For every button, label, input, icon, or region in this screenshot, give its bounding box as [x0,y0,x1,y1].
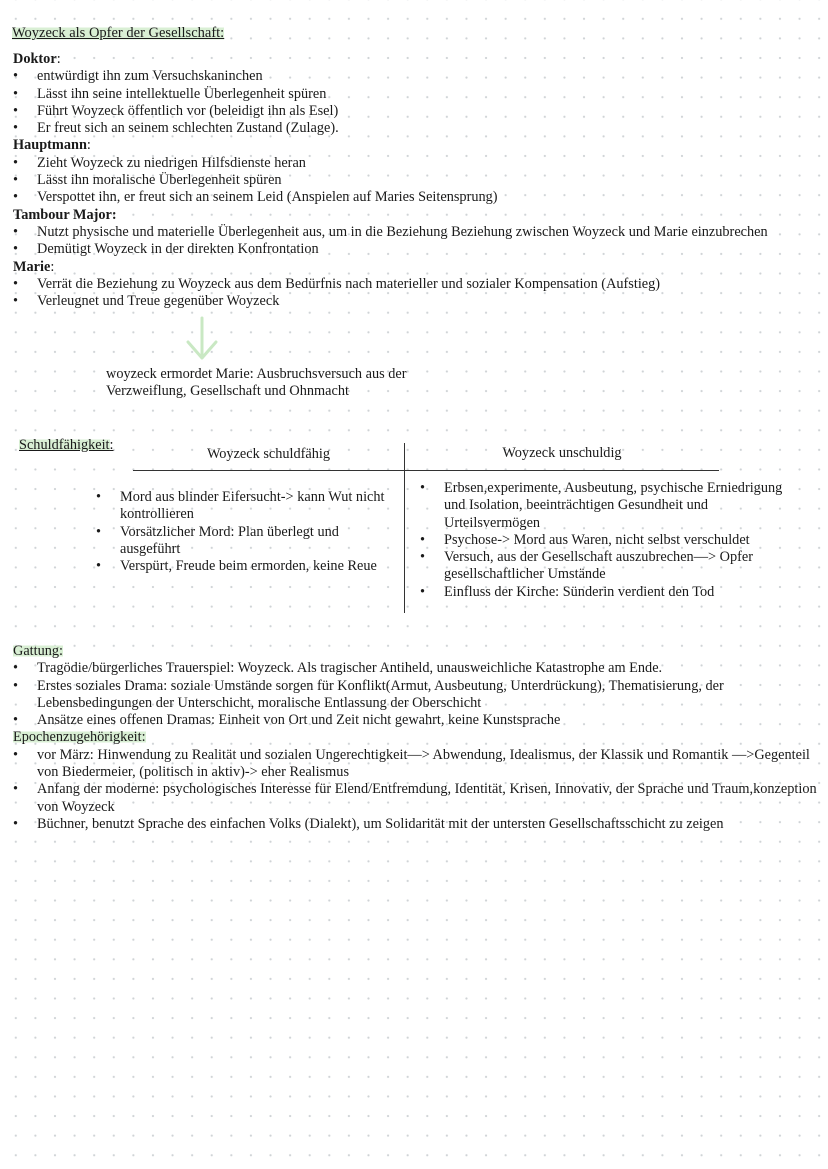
list-item: • Verspürt, Freude beim ermorden, keine Reue [96,558,401,575]
list-item: • Vorsätzlicher Mord: Plan überlegt und ausgeführt [96,524,401,559]
schuldfaehig-column [96,489,401,575]
gattung-list [13,660,825,729]
schuld-label [19,437,114,454]
list-item: • Zieht Woyzeck zu niedrigen Hilfsdienste heran [13,155,825,172]
marie-heading: Marie [13,258,51,275]
list-item: • Anfang der moderne: psychologisches Interesse für Elend/Entfremdung, Identität, Krisen, Innovativ, der Sprache und Traum,konzeption von Woyzeck [13,781,825,816]
list-item: • Erbsen,experimente, Ausbeutung, psychische Erniedrigung und Isolation, beeinträchtigen Gesundheit und Urteilsvermögen [420,480,790,532]
list-item: • Lässt ihn seine intellektuelle Überlegenheit spüren [13,86,825,103]
list-item: • Versuch, aus der Gesellschaft auszubrechen—> Opfer gesellschaftlicher Umstände [420,549,790,584]
marie-heading-suffix: : [50,258,55,275]
conclusion-text: woyzeck ermordet Marie: Ausbruchsversuch aus der Verzweiflung, Gesellschaft und Ohnmacht [106,366,407,400]
list-item: • Verleugnet und Treue gegenüber Woyzeck [13,293,825,310]
list-item: • Einfluss der Kirche: Sünderin verdient den Tod [420,584,790,601]
list-item: • Er freut sich an seinem schlechten Zustand (Zulage). [13,120,825,137]
doktor-heading-suffix: : [56,51,61,67]
schuld-label-suffix: : [109,437,114,453]
epoche-heading: Epochenzugehörigkeit: [13,729,146,746]
list-item: • Mord aus blinder Eifersucht-> kann Wut nicht kontrollieren [96,489,401,524]
unschuldig-column [420,480,790,601]
unschuldig-list [420,480,790,601]
column-header-schuldfaehig: Woyzeck schuldfähig [206,446,331,462]
doktor-list [13,68,825,137]
gattung-heading: Gattung: [13,643,64,659]
list-item: • Verspottet ihn, er freut sich an seinem Leid (Anspielen auf Maries Seitensprung) [13,189,825,206]
page-title: Woyzeck als Opfer der Gesellschaft: [12,25,225,41]
marie-list [13,276,825,311]
table-divider-vertical [404,443,405,613]
hauptmann-list [13,155,825,207]
list-item: • Nutzt physische und materielle Überlegenheit aus, um in die Beziehung Beziehung zwischen Woyzeck und Marie einzubrechen [13,224,825,241]
list-item: • Führt Woyzeck öffentlich vor (beleidigt ihn als Esel) [13,103,825,120]
column-header-unschuldig: Woyzeck unschuldig [502,445,622,461]
schuldfaehig-list [96,489,401,575]
list-item: • Psychose-> Mord aus Waren, nicht selbst verschuldet [420,532,790,549]
tambour-major-list [13,224,825,259]
hauptmann-heading-suffix: : [86,137,91,154]
doktor-block [13,51,825,137]
victims-section [13,51,825,310]
list-item: • vor März: Hinwendung zu Realität und sozialen Ungerechtigkeit—> Abwendung, Idealismus, der Klassik und Romantik —>Gegenteil von Biedermeier, (politisch in aktiv)-> eher Realismus [13,747,825,782]
hauptmann-block [13,137,825,206]
hauptmann-heading: Hauptmann [13,137,87,154]
genre-epoch-section [13,643,825,833]
epoche-list [13,747,825,833]
epoche-block [13,729,825,833]
table-divider-horizontal [133,470,719,471]
marie-block [13,259,825,311]
list-item: • Lässt ihn moralische Überlegenheit spüren [13,172,825,189]
list-item: • entwürdigt ihn zum Versuchskaninchen [13,68,825,85]
schuld-label-text: Schuldfähigkeit [19,437,110,453]
list-item: • Büchner, benutzt Sprache des einfachen Volks (Dialekt), um Solidarität mit der untersten Gesellschaftsschicht zu zeigen [13,816,825,833]
tambour-major-heading: Tambour Major: [13,206,117,223]
list-item: • Verrät die Beziehung zu Woyzeck aus dem Bedürfnis nach materieller und sozialer Kompensation (Aufstieg) [13,276,825,293]
list-item: • Demütigt Woyzeck in der direkten Konfrontation [13,241,825,258]
gattung-block [13,643,825,729]
doktor-heading: Doktor [13,51,57,67]
list-item: • Erstes soziales Drama: soziale Umstände sorgen für Konflikt(Armut, Ausbeutung, Unterdrückung), Thematisierung, der Lebensbedingungen der Unterschicht, moralische Entlassung der Oberschicht [13,678,825,713]
arrow-down-icon [180,316,228,364]
list-item: • Ansätze eines offenen Dramas: Einheit von Ort und Zeit nicht gewahrt, keine Kunstsprache [13,712,825,729]
list-item: • Tragödie/bürgerliches Trauerspiel: Woyzeck. Als tragischer Antiheld, unausweichliche Katastrophe am Ende. [13,660,825,677]
tambour-major-block [13,207,825,259]
